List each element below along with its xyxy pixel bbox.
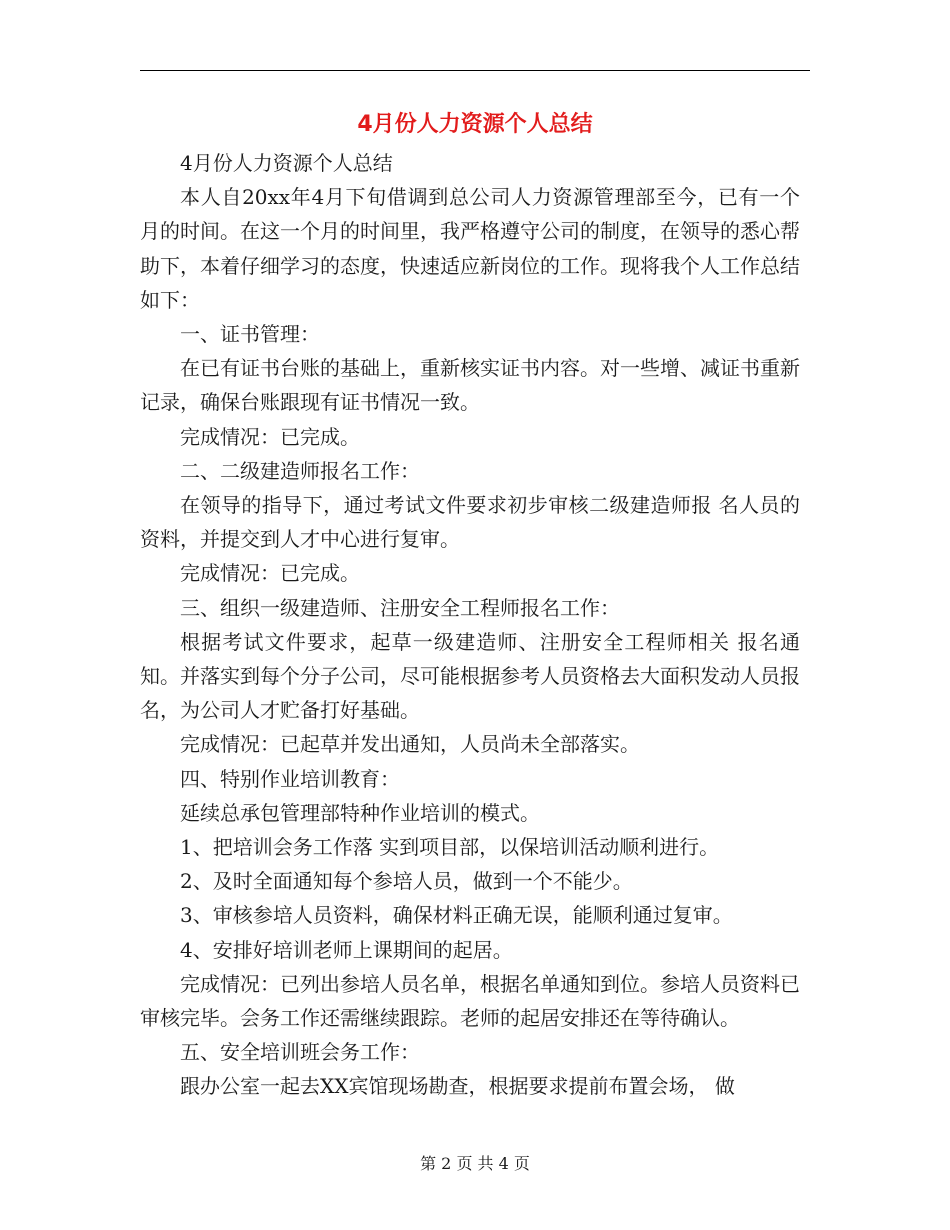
paragraph: 4月份人力资源个人总结 (180, 151, 393, 175)
document-body (140, 146, 800, 1104)
section-heading: 四、特别作业培训教育： (180, 766, 400, 791)
section-heading: 三、组织一级建造师、注册安全工程师报名工作： (180, 595, 620, 620)
section-heading: 五、安全培训班会务工作： (180, 1040, 420, 1065)
paragraph: 跟办公室一起去XX宾馆现场勘查，根据要求提前布置会场， 做 (180, 1074, 735, 1099)
document-title: 4月份人力资源个人总结 (357, 112, 593, 137)
paragraph: 根据考试文件要求，起草一级建造师、注册安全工程师相关 报名通知。并落实到每个分子公司，尽可能根据参考人员资格去大面积发动人员报名，为公司人才贮备打好基础。 (140, 629, 800, 723)
status-line: 完成情况：已起草并发出通知，人员尚未全部落实。 (180, 732, 640, 757)
status-line: 完成情况：已完成。 (180, 561, 360, 586)
list-item: 1、把培训会务工作落 实到项目部，以保培训活动顺利进行。 (180, 835, 720, 860)
list-item: 3、审核参培人员资料，确保材料正确无误，能顺利通过复审。 (180, 903, 733, 928)
status-line: 完成情况：已完成。 (180, 424, 360, 449)
paragraph: 本人自20xx年4月下旬借调到总公司人力资源管理部至今，已有一个月的时间。在这一个月的时间里，我严格遵守公司的制度，在领导的悉心帮助下，本着仔细学习的态度，快速适应新岗位的工作。现将我个人工作总结如下： (140, 185, 800, 312)
status-line: 完成情况：已列出参培人员名单，根据名单通知到位。参培人员资料已审核完毕。会务工作还需继续跟踪。老师的起居安排还在等待确认。 (140, 971, 800, 1031)
paragraph: 在领导的指导下，通过考试文件要求初步审核二级建造师报 名人员的资料，并提交到人才中心进行复审。 (140, 493, 800, 552)
list-item: 2、及时全面通知每个参培人员，做到一个不能少。 (180, 869, 633, 894)
page-number-footer: 第 2 页 共 4 页 (420, 1154, 530, 1173)
paragraph: 延续总承包管理部特种作业培训的模式。 (180, 800, 540, 825)
section-heading: 二、二级建造师报名工作： (180, 458, 420, 483)
header-rule (140, 70, 810, 71)
paragraph: 在已有证书台账的基础上，重新核实证书内容。对一些增、减证书重新记录，确保台账跟现有证书情况一致。 (140, 356, 800, 415)
list-item: 4、安排好培训老师上课期间的起居。 (180, 937, 513, 962)
section-heading: 一、证书管理： (180, 322, 320, 347)
